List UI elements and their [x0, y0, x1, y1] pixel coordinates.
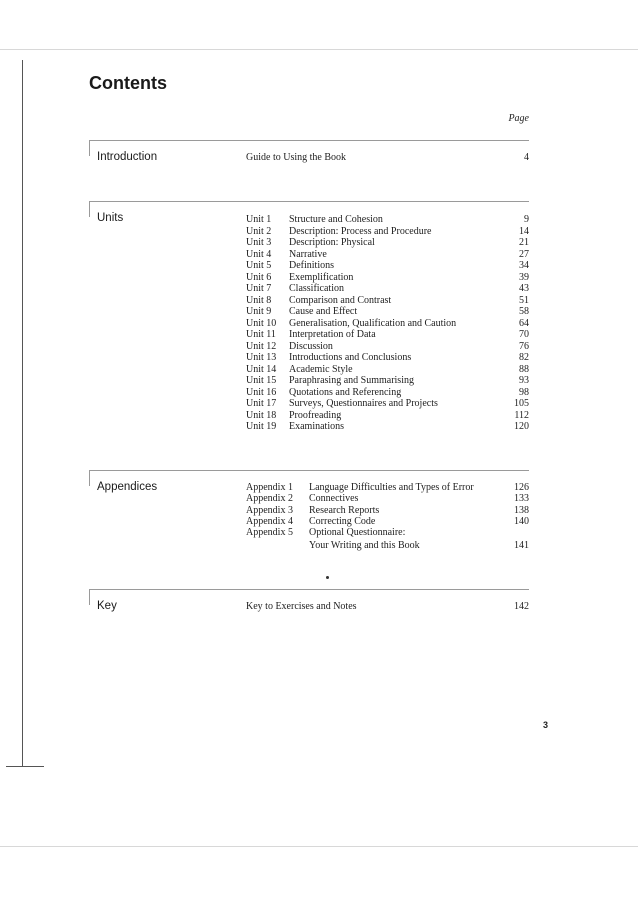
entry-title: Paraphrasing and Summarising: [289, 375, 414, 386]
toc-entry-unit[interactable]: [89, 226, 529, 238]
toc-entry-unit[interactable]: [89, 283, 529, 295]
toc-entry-unit[interactable]: [89, 364, 529, 376]
entry-page: 58: [519, 306, 529, 317]
entry-title: Generalisation, Qualification and Caution: [289, 317, 457, 329]
toc-entry-unit[interactable]: [89, 329, 529, 341]
entry-page: 34: [519, 260, 529, 271]
entry-page: 105: [514, 398, 529, 409]
entry-unit-number: Unit 9: [246, 306, 272, 317]
entry-unit-number: Unit 16: [246, 386, 277, 398]
entry-appendix-number: Appendix 1: [246, 482, 293, 493]
entry-unit-number: Unit 14: [246, 363, 277, 375]
entry-title: Cause and Effect: [289, 306, 358, 317]
toc-entry-unit[interactable]: [89, 295, 529, 307]
entry-unit-number: Unit 1: [246, 214, 272, 225]
entry-title: Optional Questionnaire:: [309, 527, 406, 539]
toc-entry[interactable]: [89, 601, 529, 613]
entry-title: Surveys, Questionnaires and Projects: [289, 398, 438, 409]
entry-title: Quotations and Referencing: [289, 386, 402, 398]
entry-title: Exemplification: [289, 271, 354, 283]
entry-page: 39: [519, 271, 529, 283]
entry-title: Language Difficulties and Types of Error: [309, 482, 474, 493]
entry-unit-number: Unit 2: [246, 225, 272, 237]
entry-title: Correcting Code: [309, 515, 376, 527]
entry-title: Examinations: [289, 421, 344, 432]
entry-unit-number: Unit 3: [246, 237, 272, 248]
page-edge-bottom: [0, 846, 638, 847]
section-label-key: Key: [97, 600, 117, 612]
entry-title: Definitions: [289, 260, 334, 271]
entry-page: 51: [519, 294, 529, 306]
entry-title: Proofreading: [289, 409, 342, 421]
entry-page: 70: [519, 329, 529, 340]
entry-title: Comparison and Contrast: [289, 294, 392, 306]
binding-tick: [6, 766, 44, 767]
toc-entry-unit[interactable]: [89, 237, 529, 249]
entry-appendix-number: Appendix 2: [246, 493, 293, 505]
page-number: 3: [543, 720, 549, 730]
entry-page: 88: [519, 363, 529, 375]
toc-entry-unit[interactable]: [89, 318, 529, 330]
entry-title: Narrative: [289, 248, 327, 260]
toc-entry-appendix[interactable]: [89, 540, 529, 552]
entry-unit-number: Unit 11: [246, 329, 276, 340]
entry-title: Discussion: [289, 340, 333, 352]
entry-page: 140: [514, 515, 529, 527]
entry-title: Connectives: [309, 493, 359, 505]
toc-entry-appendix[interactable]: [89, 493, 529, 505]
toc-entry-unit[interactable]: [89, 214, 529, 226]
entry-page: 14: [519, 225, 529, 237]
page-title: Contents: [89, 73, 167, 93]
entry-title: Research Reports: [309, 504, 380, 516]
entry-unit-number: Unit 7: [246, 283, 272, 294]
entry-unit-number: Unit 17: [246, 398, 277, 409]
entry-appendix-number: Appendix 3: [246, 504, 293, 516]
toc-entry-appendix[interactable]: [89, 505, 529, 517]
entry-page: 21: [519, 237, 529, 248]
entry-unit-number: Unit 15: [246, 375, 277, 386]
entry-page: 133: [514, 493, 529, 505]
toc-entry-unit[interactable]: [89, 306, 529, 318]
entry-title: Guide to Using the Book: [246, 152, 346, 163]
entry-page: 27: [519, 248, 529, 260]
entry-page: 126: [514, 482, 529, 493]
toc-entry-unit[interactable]: [89, 421, 529, 433]
page-column-header: Page: [508, 113, 529, 124]
section-label-introduction: Introduction: [97, 151, 158, 163]
entry-unit-number: Unit 4: [246, 248, 272, 260]
entry-unit-number: Unit 18: [246, 409, 277, 421]
entry-unit-number: Unit 13: [246, 352, 277, 363]
entry-title: Classification: [289, 283, 344, 294]
toc-entry-unit[interactable]: [89, 375, 529, 387]
toc-entry-unit[interactable]: [89, 387, 529, 399]
entry-page: 82: [519, 352, 529, 363]
entry-title: Academic Style: [289, 363, 353, 375]
entry-page: 98: [519, 386, 529, 398]
entry-title: Introductions and Conclusions: [289, 352, 412, 363]
entry-page: 64: [519, 317, 529, 329]
entry-unit-number: Unit 5: [246, 260, 272, 271]
entry-title: Interpretation of Data: [289, 329, 376, 340]
entry-page: 4: [524, 152, 529, 163]
entry-unit-number: Unit 12: [246, 340, 277, 352]
entry-page: 138: [514, 504, 529, 516]
page-edge-top: [0, 49, 638, 50]
entry-page: 93: [519, 375, 529, 386]
entry-title: Description: Physical: [289, 237, 375, 248]
toc-entry-unit[interactable]: [89, 352, 529, 364]
toc-entry-unit[interactable]: [89, 341, 529, 353]
entry-title: Key to Exercises and Notes: [246, 601, 357, 612]
entry-appendix-number: Appendix 4: [246, 515, 293, 527]
toc-entry[interactable]: [89, 152, 529, 164]
separator-dot: [326, 576, 329, 579]
entry-title: Description: Process and Procedure: [289, 225, 432, 237]
entry-page: 120: [514, 421, 529, 432]
section-rule: [89, 140, 529, 141]
entry-title: Structure and Cohesion: [289, 214, 383, 225]
toc-entry-unit[interactable]: [89, 410, 529, 422]
section-label-units: Units: [97, 212, 124, 224]
toc-entry-unit[interactable]: [89, 260, 529, 272]
toc-entry-unit[interactable]: [89, 272, 529, 284]
toc-entry-appendix[interactable]: [89, 516, 529, 528]
entry-page: 142: [514, 601, 529, 612]
toc-entry-unit[interactable]: [89, 398, 529, 410]
toc-entry-appendix[interactable]: [89, 482, 529, 494]
entry-unit-number: Unit 19: [246, 421, 277, 432]
section-rule: [89, 470, 529, 471]
entry-page: 141: [514, 539, 529, 551]
entry-page: 43: [519, 283, 529, 294]
toc-entry-unit[interactable]: [89, 249, 529, 261]
entry-page: 112: [514, 409, 529, 421]
section-rule: [89, 201, 529, 202]
toc-entry-appendix[interactable]: [89, 527, 529, 539]
section-label-appendices: Appendices: [97, 481, 158, 493]
binding-line: [22, 60, 23, 766]
section-rule: [89, 589, 529, 590]
entry-unit-number: Unit 10: [246, 317, 277, 329]
entry-unit-number: Unit 6: [246, 271, 272, 283]
entry-page: 76: [519, 340, 529, 352]
entry-appendix-number: Appendix 5: [246, 527, 293, 539]
entry-page: 9: [524, 214, 529, 225]
entry-title: Your Writing and this Book: [309, 539, 420, 551]
entry-unit-number: Unit 8: [246, 294, 272, 306]
